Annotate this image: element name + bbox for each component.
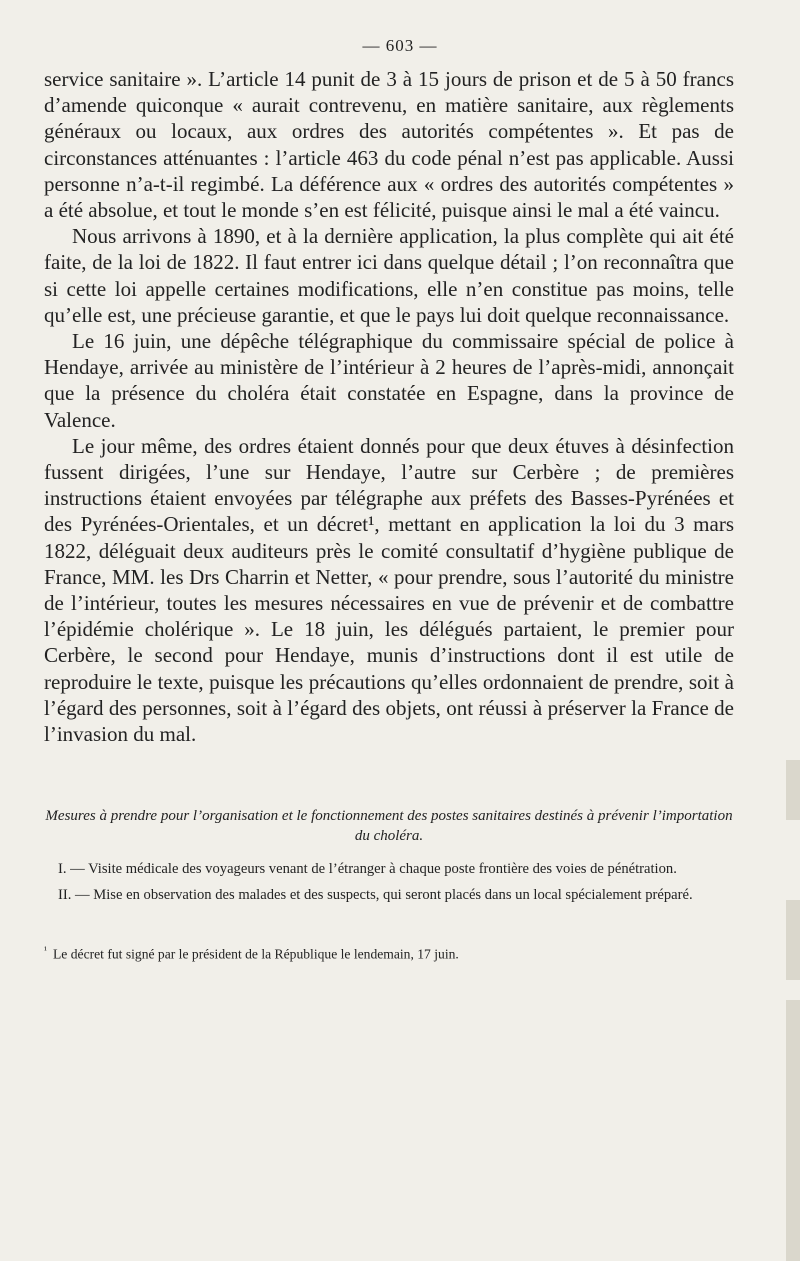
page-edge-shadow: [786, 760, 800, 820]
paragraph: Le 16 juin, une dépêche télégraphique du commissaire spécial de police à Hendaye, arrivée au ministère de l’intérieur à 2 heures de l’après-midi, annonçait que la présence du choléra était constatée en Espagne, dans la province de Valence.: [44, 329, 734, 432]
paragraph: Nous arrivons à 1890, et à la dernière application, la plus complète qui ait été faite, de la loi de 1822. Il faut entrer ici dans quelque détail ; l’on reconnaîtra que si cette loi appelle certaines modifications, elle n’en constitue pas moins, telle qu’elle est, une précieuse garantie, et que le pays lui doit quelque reconnaissance.: [44, 224, 734, 327]
footnote-text: Le décret fut signé par le président de la République le lendemain, 17 juin.: [53, 946, 459, 962]
paragraph: service sanitaire ». L’article 14 punit de 3 à 15 jours de prison et de 5 à 50 francs d’amende quiconque « aurait contrevenu, en matière sanitaire, aux règlements généraux ou locaux, aux ordres des autorités compétentes ». Et pas de circonstances atténuantes : l’article 463 du code pénal n’est pas applicable. Aussi personne n’a-t-il regimbé. La déférence aux « ordres des autorités compétentes » a été absolue, et tout le monde s’en est félicité, puisque ainsi le mal a été vaincu.: [44, 67, 734, 223]
main-text: [44, 66, 734, 747]
section-heading: Mesures à prendre pour l’organisation et le fonctionnement des postes sanitaires destinés à prévenir l’importation du choléra.: [45, 808, 733, 844]
measures-list: [44, 860, 734, 912]
page-edge-shadow: [786, 1000, 800, 1261]
page-edge-shadow: [786, 900, 800, 980]
paragraph: Le jour même, des ordres étaient donnés pour que deux étuves à désinfection fussent dirigées, l’une sur Hendaye, l’autre sur Cerbère ; de premières instructions étaient envoyées par télégraphe aux préfets des Basses-Pyrénées et des Pyrénées-Orientales, et un décret¹, mettant en application la loi du 3 mars 1822, déléguait deux auditeurs près le comité consultatif d’hygiène publique de France, MM. les Drs Charrin et Netter, « pour prendre, sous l’autorité du ministre de l’intérieur, toutes les mesures nécessaires en vue de prévenir et de combattre l’épidémie cholérique ». Le 18 juin, les délégués partaient, le premier pour Cerbère, le second pour Hendaye, munis d’instructions dont il est utile de reproduire le texte, puisque les précautions qu’elles ordonnaient de prendre, soit à l’égard des personnes, soit à l’égard des objets, ont réussi à préserver la France de l’invasion du mal.: [44, 433, 734, 747]
measure-item: II. — Mise en observation des malades et des suspects, qui seront placés dans un local spécialement préparé.: [58, 887, 693, 903]
footnote-mark: ¹: [44, 945, 47, 956]
page-number: — 603 —: [362, 36, 438, 55]
measure-item: I. — Visite médicale des voyageurs venant de l’étranger à chaque poste frontière des voies de pénétration.: [58, 861, 677, 877]
footnote: [44, 942, 734, 964]
